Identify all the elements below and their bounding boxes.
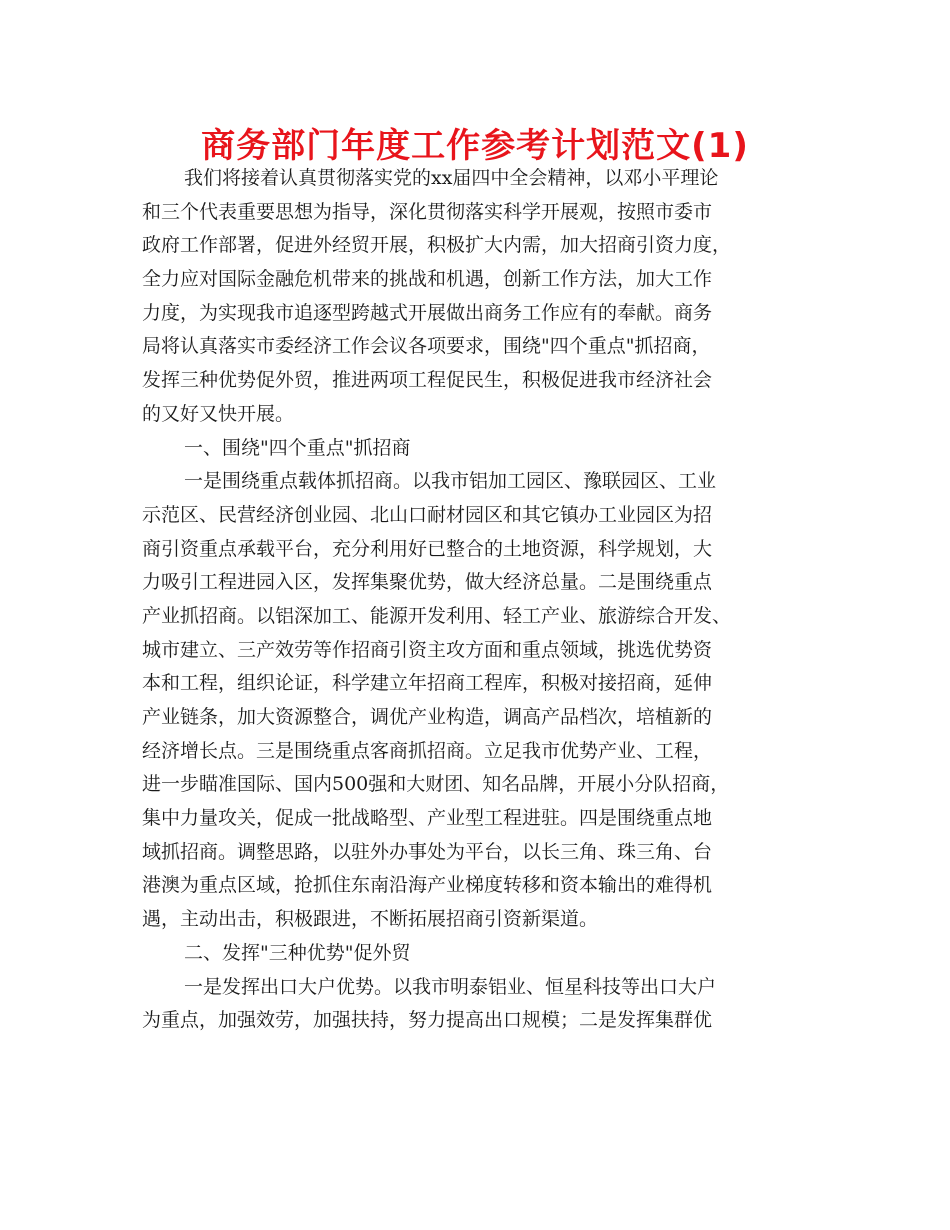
- text-line: 我们将接着认真贯彻落实党的xx届四中全会精神，以邓小平理论: [184, 167, 719, 189]
- text-line: 力度，为实现我市追逐型跨越式开展做出商务工作应有的奉献。商务: [142, 301, 713, 324]
- text-line: 一、围绕"四个重点"抓招商: [184, 436, 411, 459]
- text-line: 示范区、民营经济创业园、北山口耐材园区和其它镇办工业园区为招: [142, 503, 713, 526]
- text-line: 域抓招商。调整思路，以驻外办事处为平台，以长三角、珠三角、台: [142, 840, 713, 863]
- text-line: 进一步瞄准国际、国内500强和大财团、知名品牌，开展小分队招商，: [142, 773, 730, 796]
- document-body: [142, 162, 822, 1038]
- text-line: 经济增长点。三是围绕重点客商抓招商。立足我市优势产业、工程，: [142, 739, 713, 762]
- text-line: 产业链条，加大资源整合，调优产业构造，调高产品档次，培植新的: [142, 706, 713, 728]
- text-line: 一是发挥出口大户优势。以我市明泰铝业、恒星科技等出口大户: [184, 975, 717, 998]
- text-line: 政府工作部署，促进外经贸开展，积极扩大内需，加大招商引资力度，: [142, 234, 732, 257]
- document-title: 商务部门年度工作参考计划范文(1): [201, 126, 749, 166]
- text-line: 全力应对国际金融危机带来的挑战和机遇，创新工作方法，加大工作: [142, 268, 713, 291]
- text-line: 集中力量攻关，促成一批战略型、产业型工程进驻。四是围绕重点地: [142, 807, 713, 830]
- text-line: 产业抓招商。以铝深加工、能源开发利用、轻工产业、旅游综合开发、: [142, 604, 732, 627]
- text-line: 一是围绕重点载体抓招商。以我市铝加工园区、豫联园区、工业: [184, 470, 717, 493]
- text-line: 局将认真落实市委经济工作会议各项要求，围绕"四个重点"抓招商，: [142, 335, 711, 358]
- text-line: 本和工程，组织论证，科学建立年招商工程库，积极对接招商，延伸: [142, 672, 713, 695]
- text-line: 城市建立、三产效劳等作招商引资主攻方面和重点领域，挑选优势资: [142, 638, 713, 661]
- text-line: 二、发挥"三种优势"促外贸: [184, 941, 411, 964]
- text-line: 遇，主动出击，积极跟进，不断拓展招商引资新渠道。: [142, 908, 599, 931]
- text-line: 商引资重点承载平台，充分利用好已整合的土地资源，科学规划，大: [142, 537, 713, 560]
- text-line: 港澳为重点区域，抢抓住东南沿海产业梯度转移和资本输出的难得机: [142, 874, 713, 897]
- text-line: 和三个代表重要思想为指导，深化贯彻落实科学开展观，按照市委市: [142, 200, 713, 223]
- text-line: 发挥三种优势促外贸，推进两项工程促民生，积极促进我市经济社会: [142, 369, 713, 392]
- text-line: 为重点，加强效劳，加强扶持，努力提高出口规模；二是发挥集群优: [142, 1009, 713, 1032]
- text-line: 的又好又快开展。: [142, 402, 295, 425]
- text-line: 力吸引工程进园入区，发挥集聚优势，做大经济总量。二是围绕重点: [142, 571, 713, 594]
